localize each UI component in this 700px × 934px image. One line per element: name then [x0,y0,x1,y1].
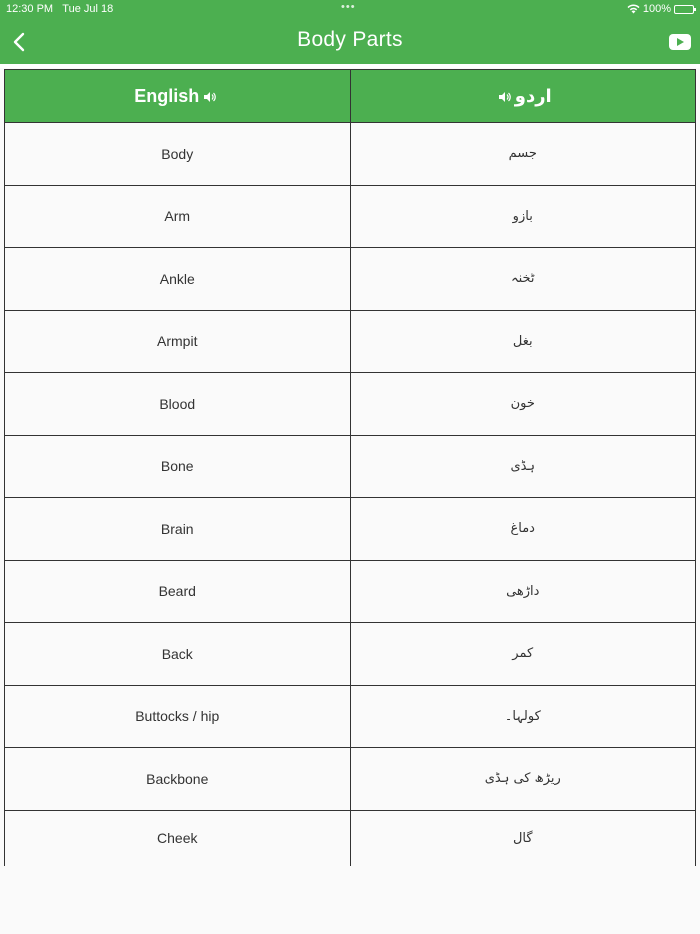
english-word[interactable]: Bone [5,435,351,498]
app-bar [0,0,700,64]
table-row[interactable] [5,435,696,498]
multitask-dots[interactable]: ••• [341,1,356,13]
english-word[interactable]: Blood [5,373,351,436]
urdu-word[interactable]: بغل [350,310,696,373]
table-row[interactable] [5,248,696,311]
urdu-word[interactable]: خون [350,373,696,436]
urdu-word[interactable]: داڑھی [350,560,696,623]
vocabulary-table [4,69,696,866]
table-row[interactable] [5,560,696,623]
page-title: Body Parts [297,28,403,51]
speaker-icon[interactable] [498,91,511,103]
urdu-word[interactable]: گال [350,810,696,866]
table-row[interactable] [5,123,696,186]
english-word[interactable]: Backbone [5,748,351,811]
table-row[interactable] [5,623,696,686]
youtube-icon[interactable] [669,34,691,50]
english-word[interactable]: Back [5,623,351,686]
table-row[interactable] [5,373,696,436]
table-header-row [5,70,696,123]
wifi-icon [627,4,640,14]
english-word[interactable]: Ankle [5,248,351,311]
table-row[interactable] [5,310,696,373]
english-word[interactable]: Armpit [5,310,351,373]
urdu-word[interactable]: بازو [350,185,696,248]
battery-percent: 100% [642,3,671,15]
english-word[interactable]: Buttocks / hip [5,685,351,748]
app-bar-divider [0,64,700,68]
english-word[interactable]: Beard [5,560,351,623]
status-right [627,3,694,15]
urdu-word[interactable]: جسم [350,123,696,186]
header-urdu[interactable]: اردو [350,70,696,123]
english-word[interactable]: Brain [5,498,351,561]
urdu-word[interactable]: کمر [350,623,696,686]
urdu-word[interactable]: ٹخنہ [350,248,696,311]
status-bar [0,0,700,18]
urdu-word[interactable]: ریڑھ کی ہڈی [350,748,696,811]
english-word[interactable]: Cheek [5,810,351,866]
speaker-icon[interactable] [203,91,216,103]
table-row[interactable] [5,810,696,866]
table-row[interactable] [5,685,696,748]
battery-icon [674,5,694,14]
english-word[interactable]: Arm [5,185,351,248]
urdu-word[interactable]: ہڈی [350,435,696,498]
table-row[interactable] [5,498,696,561]
urdu-word[interactable]: دماغ [350,498,696,561]
table-row[interactable] [5,748,696,811]
status-time: 12:30 PM Tue Jul 18 [6,3,114,15]
header-english[interactable]: English [5,70,351,123]
table-row[interactable] [5,185,696,248]
urdu-word[interactable]: کولہا۔ [350,685,696,748]
english-word[interactable]: Body [5,123,351,186]
